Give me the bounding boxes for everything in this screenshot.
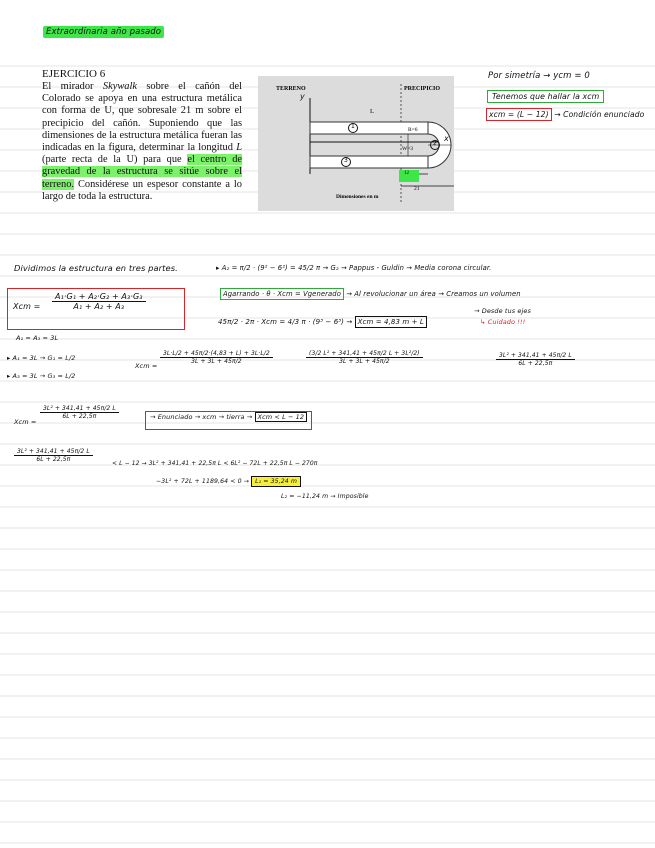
xcm-den: A₁ + A₂ + A₃ — [73, 302, 125, 311]
cuidado-note: ↳ Cuidado !!! — [480, 318, 526, 326]
u-structure-figure — [258, 76, 454, 211]
xcm-formula-box — [7, 288, 185, 330]
statement-part: (parte recta de la U) para que — [42, 154, 188, 166]
condition-rest: → Condición enunciado — [554, 110, 645, 119]
xcm-num: A₁·G₁ + A₂·G₂ + A₃·G₃ — [52, 292, 146, 302]
xcm2-lhs: Xcm = — [135, 362, 158, 370]
agarrando-line — [220, 290, 521, 298]
pappus-eq-line — [218, 318, 427, 326]
xcm2-num: 3L·L/2 + 45π/2·(4,83 + L) + 3L·L/2 — [160, 350, 273, 358]
symmetry-note: Por simetría → ycm = 0 — [488, 71, 590, 81]
answer2: L₂ = −11,24 m → Imposible — [281, 493, 369, 500]
ineq-fraction — [14, 448, 93, 463]
enunciado-box — [145, 411, 312, 430]
condition-line — [486, 110, 644, 119]
statement-highlight: el centro de gravedad de la estructura se sitúe sobre el terreno. — [42, 154, 242, 190]
xcm3-lhs: Xcm = — [14, 418, 37, 426]
enunciado-condition: Xcm < L − 12 — [255, 412, 308, 422]
part-1-label: 1 — [351, 123, 355, 130]
exercise-statement — [42, 81, 242, 203]
xcm-lhs: Xcm = — [13, 302, 41, 311]
a1-g1: ▸ A₁ = 3L → G₁ = L/2 — [7, 354, 76, 362]
divide-note: Dividimos la estructura en tres partes. — [14, 263, 178, 273]
part-3-label: 3 — [344, 157, 348, 164]
xcm2-fraction — [160, 350, 273, 365]
condition-box: xcm = (L − 12) — [486, 108, 552, 121]
xcm3-den: 6L + 22,5π — [62, 413, 97, 420]
axis-y-label: y — [300, 92, 305, 101]
pappus-eq: 45π/2 · 2π · Xcm = 4/3 π · (9³ − 6³) → — [218, 318, 353, 326]
exercise-title: EJERCICIO 6 — [42, 68, 106, 80]
label-precipicio: PRECIPICIO — [404, 86, 441, 92]
ineq2-line — [156, 478, 301, 485]
a2-pappus-note: ▸ A₂ = π/2 · (9² − 6²) = 45/2 π → G₂ → Pappus - Guldin → Media corona circular. — [216, 264, 492, 272]
xcm2-mid-fraction — [306, 350, 423, 365]
statement-part: Considérese un espesor constante a lo largo de toda la estructura. — [42, 178, 242, 202]
xcm2-right-num: 3L² + 341,41 + 45π/2 L — [496, 352, 575, 360]
pappus-result: Xcm = 4,83 m + L — [355, 316, 427, 328]
agarrando-box: Agarrando · θ · Xcm = Vgenerado — [220, 288, 344, 300]
ineq-den: 6L + 22,5π — [36, 456, 71, 463]
xcm3-fraction — [40, 405, 119, 420]
agarrando-rest: → Al revolucionar un área → Creamos un volumen — [346, 290, 521, 298]
statement-L: L — [236, 142, 242, 154]
label-21: 21 — [414, 186, 420, 192]
a3-g3: ▸ A₃ = 3L → G₃ = L/2 — [7, 372, 76, 380]
find-box: Tenemos que hallar la xcm — [487, 90, 604, 103]
label-dims: Dimensiones en m — [336, 194, 379, 200]
skywalk-italic: Skywalk — [102, 81, 137, 92]
xcm2-right-den: 6L + 22,5π — [518, 360, 553, 367]
desde-ejes-note: → Desde tus ejes — [474, 307, 532, 315]
xcm2-mid-den: 3L + 3L + 45π/2 — [339, 358, 390, 365]
a1-a3-eq: A₁ = A₃ = 3L — [16, 334, 59, 342]
enunciado-text: → Enunciado → xcm → tierra → — [150, 413, 253, 421]
answer-box: L₁ = 35,24 m — [251, 476, 301, 487]
xcm-fraction — [52, 292, 146, 311]
axis-x-label: x — [444, 134, 449, 143]
xcm2-mid-num: (3/2 L² + 341,41 + 45π/2 L + 3L²/2) — [306, 350, 423, 358]
label-terreno: TERRENO — [276, 86, 306, 92]
header-note: Extraordinaria año pasado — [43, 26, 164, 38]
label-12: 12 — [404, 171, 409, 176]
xcm2-right-fraction — [496, 352, 575, 367]
label-R: R=6 — [408, 127, 418, 133]
xcm3-num: 3L² + 341,41 + 45π/2 L — [40, 405, 119, 413]
xcm2-den: 3L + 3L + 45π/2 — [191, 358, 242, 365]
dim-12-highlight — [399, 170, 419, 182]
label-L: L — [370, 108, 374, 115]
statement-part: sobre el cañón del Colorado se apoya en una estructura metálica con forma de U, que sobresale 21 m sobre el precipicio del cañón. Suponiendo que las dimensiones de la estructura metálica fueran las indicadas en la figura, determinar la longitud — [42, 81, 242, 154]
part-2-label: 2 — [433, 140, 437, 147]
label-W: W=3 — [402, 146, 414, 152]
lower-arm — [310, 156, 428, 168]
ineq-rest: < L − 12 → 3L² + 341,41 + 22,5π L < 6L² − 72L + 22,5π L − 270π — [112, 460, 318, 467]
figure-svg — [258, 76, 454, 211]
statement-part: El mirador — [42, 81, 103, 92]
ineq-num: 3L² + 341,41 + 45π/2 L — [14, 448, 93, 456]
ineq2: −3L² + 72L + 1189,64 < 0 → — [156, 478, 249, 485]
